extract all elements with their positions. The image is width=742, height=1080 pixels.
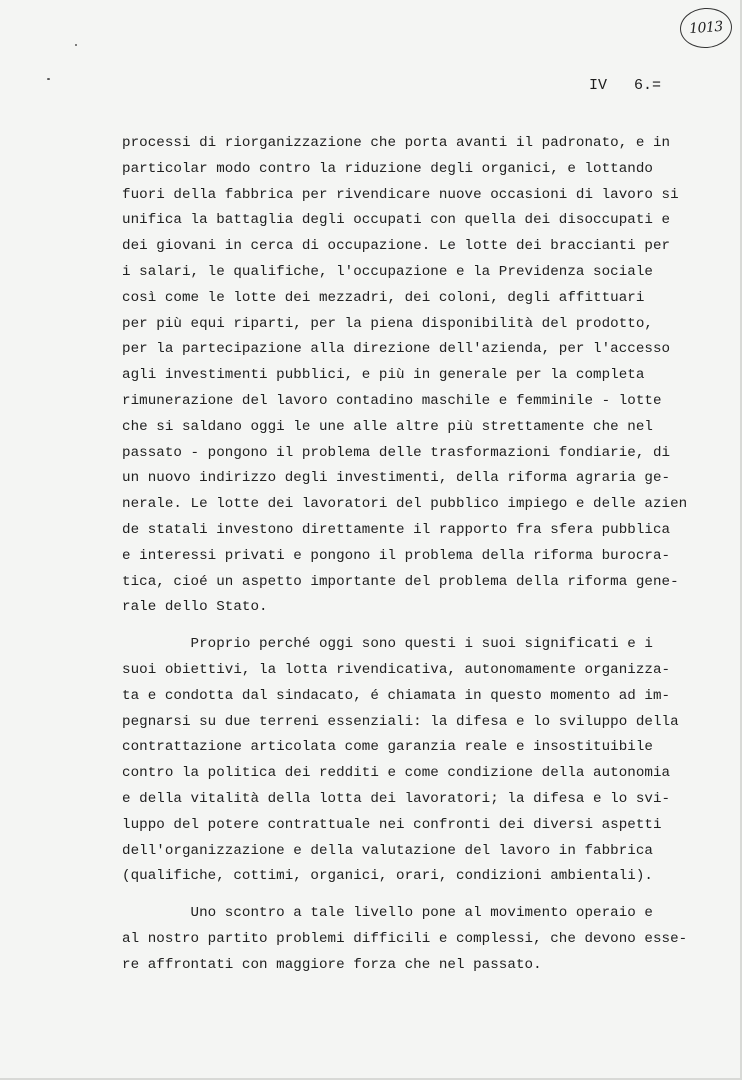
text-line: nerale. Le lotte dei lavoratori del pubblico impiego e delle azien <box>122 496 688 513</box>
text-line: re affrontati con maggiore forza che nel passato. <box>122 956 542 973</box>
paragraph-spacer <box>122 890 722 901</box>
paper-speck <box>75 44 77 46</box>
text-line: dei giovani in cerca di occupazione. Le lotte dei braccianti per <box>122 238 671 255</box>
paragraph <box>122 901 722 978</box>
text-line: così come le lotte dei mezzadri, dei coloni, degli affittuari <box>122 289 645 306</box>
text-line: i salari, le qualifiche, l'occupazione e la Previdenza sociale <box>122 263 653 280</box>
text-line: de statali investono direttamente il rapporto fra sfera pubblica <box>122 521 671 538</box>
text-line: che si saldano oggi le une alle altre più strettamente che nel <box>122 418 653 435</box>
text-line: agli investimenti pubblici, e più in generale per la completa <box>122 367 645 384</box>
archive-number-stamp <box>679 6 734 50</box>
text-line: particolar modo contro la riduzione degli organici, e lottando <box>122 160 653 177</box>
text-line: Proprio perché oggi sono questi i suoi significati e i <box>122 636 653 653</box>
paragraph-spacer <box>122 621 722 632</box>
text-line: e della vitalità della lotta dei lavoratori; la difesa e lo svi- <box>122 790 671 807</box>
text-line: fuori della fabbrica per rivendicare nuove occasioni di lavoro si <box>122 186 679 203</box>
text-line: pegnarsi su due terreni essenziali: la difesa e lo sviluppo della <box>122 713 679 730</box>
text-line: contro la politica dei redditi e come condizione della autonomia <box>122 765 671 782</box>
typed-body-text <box>122 131 722 979</box>
paragraph <box>122 632 722 890</box>
text-line: ta e condotta dal sindacato, é chiamata in questo momento ad im- <box>122 687 671 704</box>
text-line: per più equi riparti, per la piena disponibilità del prodotto, <box>122 315 653 332</box>
text-line: (qualifiche, cottimi, organici, orari, condizioni ambientali). <box>122 868 653 885</box>
text-line: unifica la battaglia degli occupati con quella dei disoccupati e <box>122 212 671 229</box>
text-line: un nuovo indirizzo degli investimenti, della riforma agraria ge- <box>122 470 671 487</box>
page-marker: IV 6.= <box>589 77 662 94</box>
paragraph <box>122 131 722 621</box>
text-line: tica, cioé un aspetto importante del problema della riforma gene- <box>122 573 679 590</box>
text-line: suoi obiettivi, la lotta rivendicativa, autonomamente organizza- <box>122 661 671 678</box>
text-line: Uno scontro a tale livello pone al movimento operaio e <box>122 905 653 922</box>
text-line: al nostro partito problemi difficili e complessi, che devono esse- <box>122 930 688 947</box>
text-line: contrattazione articolata come garanzia reale e insostituibile <box>122 739 653 756</box>
stamp-label: 1013 <box>688 18 724 38</box>
text-line: e interessi privati e pongono il problema della riforma burocra- <box>122 547 671 564</box>
text-line: rale dello Stato. <box>122 599 268 616</box>
text-line: passato - pongono il problema delle trasformazioni fondiarie, di <box>122 444 671 461</box>
text-line: per la partecipazione alla direzione dell'azienda, per l'accesso <box>122 341 671 358</box>
text-line: luppo del potere contrattuale nei confronti dei diversi aspetti <box>122 816 662 833</box>
text-line: processi di riorganizzazione che porta avanti il padronato, e in <box>122 135 671 151</box>
text-line: dell'organizzazione e della valutazione del lavoro in fabbrica <box>122 842 653 859</box>
text-line: rimunerazione del lavoro contadino maschile e femminile - lotte <box>122 392 662 409</box>
paper-speck <box>47 78 50 80</box>
